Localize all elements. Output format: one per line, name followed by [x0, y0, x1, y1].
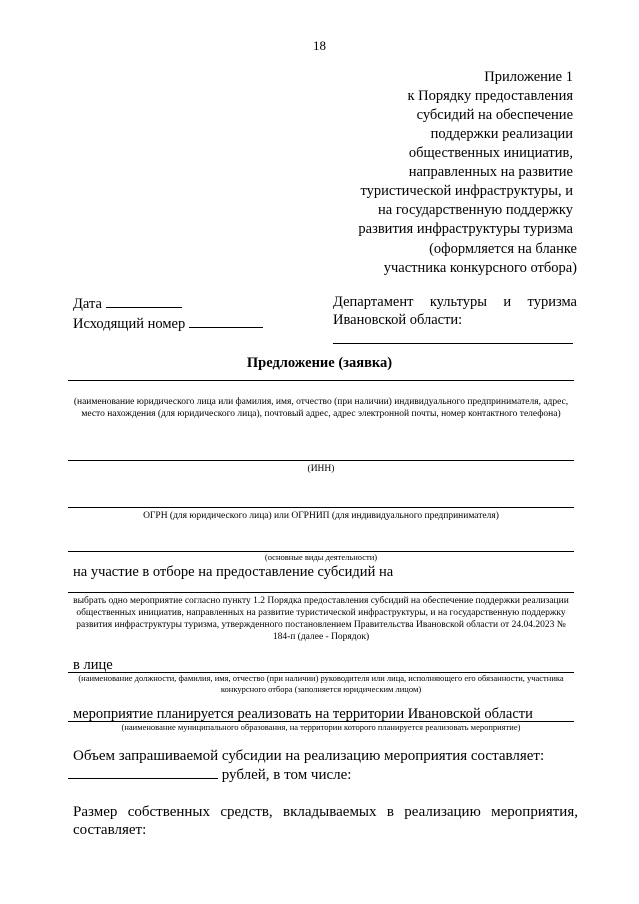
participation-text: на участие в отборе на предоставление субсидий на — [73, 564, 394, 580]
page-number: 18 — [313, 38, 326, 53]
caption-activity: (основные виды деятельности) — [264, 552, 378, 562]
appendix-header — [313, 68, 573, 239]
appendix-line: Приложение 1 — [484, 69, 573, 85]
appendix-line: развития инфраструктуры туризма — [358, 221, 573, 237]
form-note-line: (оформляется на бланке — [429, 241, 577, 257]
ogrn-line[interactable] — [68, 507, 574, 508]
appendix-line: общественных инициатив, — [408, 145, 573, 161]
caption-territory: (наименование муниципального образования, на территории которого планируется реализовать мероприятие) — [121, 722, 521, 732]
caption-inn: (ИНН) — [307, 464, 335, 474]
dept-word: и — [503, 294, 512, 310]
appendix-line: к Порядку предоставления — [407, 88, 573, 104]
appendix-line: поддержки реализации — [430, 126, 573, 142]
dept-word: культуры — [429, 294, 487, 310]
dept-word: Департамент — [333, 294, 414, 310]
department-signature-line — [333, 343, 573, 344]
form-note — [317, 240, 577, 278]
caption-ogrn: ОГРН (для юридического лица) или ОГРНИП (для индивидуального предпринимателя) — [143, 511, 499, 521]
dept-word: туризма — [527, 294, 577, 310]
caption-applicant-name: (наименование юридического лица или фамилия, имя, отчество (при наличии) индивидуального предпринимателя, адрес, место нахождения (для юридического лица), почтовый адрес, адрес электронной почты, номер контактного телефона) — [73, 397, 569, 419]
inn-line[interactable] — [68, 460, 574, 461]
date-field[interactable] — [106, 293, 182, 308]
rubles-label: рублей, в том числе: — [221, 767, 352, 783]
appendix-line: туристической инфраструктуры, и — [360, 183, 573, 199]
appendix-line: субсидий на обеспечение — [416, 107, 573, 123]
form-title: Предложение (заявка) — [246, 355, 393, 371]
subsidy-text: Объем запрашиваемой субсидии на реализацию мероприятия составляет: — [73, 748, 545, 764]
date-number-block — [73, 293, 263, 333]
event-line[interactable] — [68, 592, 574, 593]
caption-event: выбрать одно мероприятие согласно пункту 1.2 Порядка предоставления субсидий на обеспечение поддержки реализации общественных инициатив, направленных на развитие туристической инфраструктуры, и на государственную поддержку развития инфраструктуры туризма, утвержденного постановлением Правительства Ивановской области от 24.04.2023 № 184-п (далее - Порядок) — [73, 596, 569, 642]
own-funds-line-1: Размер собственных средств, вкладываемых в реализацию мероприятия, — [73, 804, 578, 820]
outgoing-number-label: Исходящий номер — [73, 316, 186, 332]
applicant-name-line[interactable] — [68, 380, 574, 381]
own-funds-line-2: составляет: — [73, 822, 147, 838]
territory-text: мероприятие планируется реализовать на территории Ивановской области — [73, 706, 533, 722]
caption-person: (наименование должности, фамилия, имя, отчество (при наличии) руководителя или лица, исполняющего его обязанности, участника конкурсного отбора (заполняется юридическим лицом) — [78, 673, 564, 694]
form-note-line: участника конкурсного отбора) — [383, 260, 577, 276]
subsidy-amount-row — [68, 764, 351, 784]
department-address — [333, 293, 577, 329]
dept-line-2: Ивановской области: — [333, 312, 463, 328]
outgoing-number-field[interactable] — [189, 313, 263, 328]
in-person-label: в лице — [73, 657, 113, 673]
subsidy-amount-field[interactable] — [68, 764, 218, 779]
appendix-line: направленных на развитие — [408, 164, 573, 180]
date-label: Дата — [73, 296, 102, 312]
appendix-line: на государственную поддержку — [378, 202, 573, 218]
